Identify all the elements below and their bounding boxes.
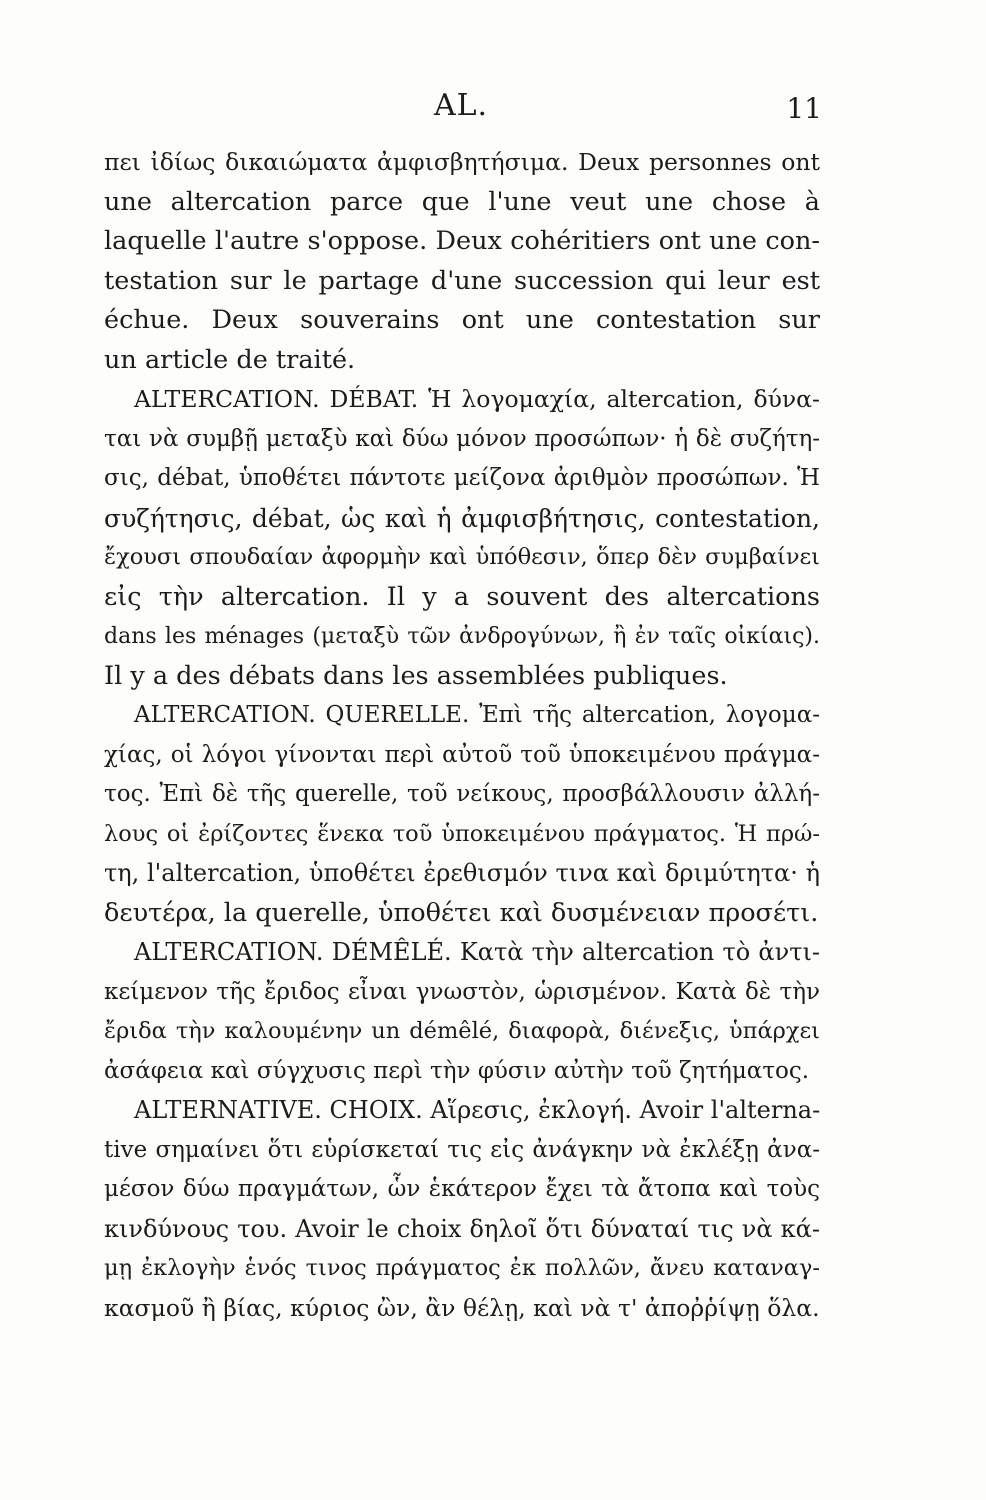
text-line: ἔχουσι σπουδαίαν ἀφορμὴν καὶ ὑπόθεσιν, ὅπερ δὲν συμβαίνει — [104, 544, 820, 570]
text-line: ALTERCATION. DÉBAT. Ἡ λογομαχία, altercation, δύνα- — [134, 385, 820, 413]
text-line: τος. Ἐπὶ δὲ τῆς querelle, τοῦ νείκους, προσβάλλουσιν ἀλλή- — [104, 781, 820, 807]
text-line: μῃ ἐκλογὴν ἑνός τινος πράγματος ἐκ πολλῶν, ἄνευ καταναγ- — [104, 1255, 820, 1281]
page-header — [100, 88, 822, 128]
text-line: κινδύνους του. Avoir le choix δηλοῖ ὅτι δύναταί τις νὰ κά- — [104, 1214, 820, 1243]
text-line: κασμοῦ ἢ βίας, κύριος ὢν, ἂν θέλῃ, καὶ νὰ τ' ἀποῤῥίψῃ ὅλα. — [104, 1293, 820, 1322]
text-line: ALTERCATION. DÉMÊLÉ. Κατὰ τὴν altercation τὸ ἀντι- — [134, 938, 820, 966]
text-line: ἔριδα τὴν καλουμένην un démêlé, διαφορὰ, διένεξις, ὑπάρχει — [104, 1018, 820, 1044]
text-line: échue. Deux souverains ont une contestation sur — [104, 305, 820, 335]
text-line: εἰς τὴν altercation. Il y a souvent des altercations — [104, 581, 820, 612]
text-line: dans les ménages (μεταξὺ τῶν ἀνδρογύνων, ἢ ἐν ταῖς οἰκίαις). — [104, 624, 820, 649]
text-line: μέσον δύω πραγμάτων, ὧν ἑκάτερον ἔχει τὰ ἄτοπα καὶ τοὺς — [104, 1176, 820, 1202]
text-line: πει ἰδίως δικαιώματα ἀμφισβητήσιμα. Deux personnes ont — [104, 148, 820, 176]
page-number: 11 — [786, 92, 822, 125]
text-line: laquelle l'autre s'oppose. Deux cohéritiers ont une con- — [104, 226, 820, 256]
text-line: ται νὰ συμβῇ μεταξὺ καὶ δύω μόνον προσώπων· ἡ δὲ συζήτη- — [104, 425, 820, 452]
text-line: σις, débat, ὑποθέτει πάντοτε μείζονα ἀριθμὸν προσώπων. Ἡ — [104, 465, 820, 491]
text-line: un article de traité. — [104, 344, 356, 375]
text-line: συζήτησις, débat, ὡς καὶ ἡ ἀμφισβήτησις, contestation, — [104, 503, 820, 533]
text-line: testation sur le partage d'une succession qui leur est — [104, 265, 820, 296]
text-line: δευτέρα, la querelle, ὑποθέτει καὶ δυσμένειαν προσέτι. — [104, 897, 819, 928]
text-line: tive σημαίνει ὅτι εὑρίσκεταί τις εἰς ἀνάγκην νὰ ἐκλέξῃ ἀνα- — [104, 1136, 820, 1163]
text-line: ALTERCATION. QUERELLE. Ἐπὶ τῆς altercation, λογομα- — [134, 702, 820, 728]
text-line: τη, l'altercation, ὑποθέτει ἐρεθισμόν τινα καὶ δριμύτητα· ἡ — [104, 859, 820, 887]
running-head: AL. — [433, 88, 489, 123]
text-line: λους οἱ ἐρίζοντες ἕνεκα τοῦ ὑποκειμένου πράγματος. Ἡ πρώ- — [104, 820, 820, 847]
text-line: ALTERNATIVE. CHOIX. Αἵρεσις, ἐκλογή. Avoir l'alterna- — [134, 1096, 820, 1124]
text-line: κείμενον τῆς ἔριδος εἶναι γνωστὸν, ὡρισμένον. Κατὰ δὲ τὴν — [104, 978, 820, 1005]
text-line: χίας, οἱ λόγοι γίνονται περὶ αὐτοῦ τοῦ ὑποκειμένου πράγμα- — [104, 741, 820, 768]
text-line: ἀσάφεια καὶ σύγχυσις περὶ τὴν φύσιν αὐτὴν τοῦ ζητήματος. — [104, 1057, 810, 1084]
text-line: une altercation parce que l'une veut une chose à — [104, 186, 820, 217]
text-line: Il y a des débats dans les assemblées publiques. — [104, 660, 728, 691]
body-text — [104, 143, 820, 1328]
